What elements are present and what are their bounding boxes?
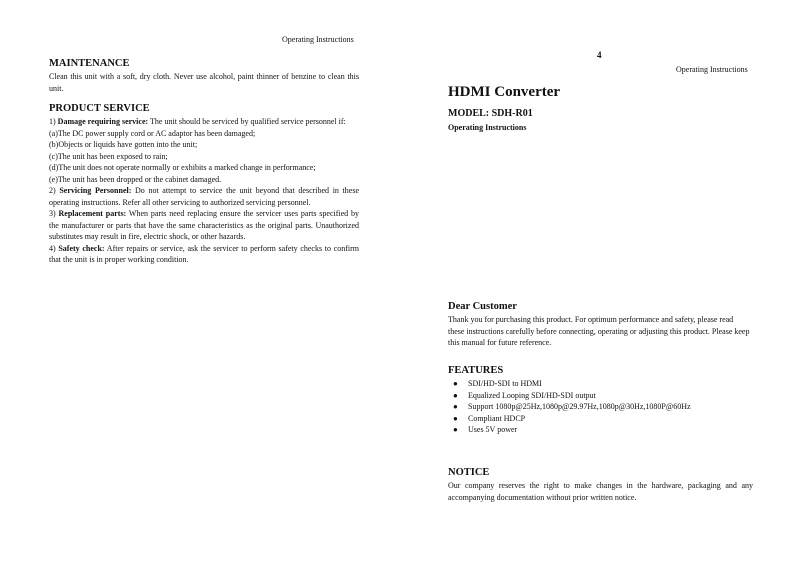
- item-number: 3): [49, 209, 59, 218]
- item-heading: Safety check:: [58, 243, 105, 253]
- page-number: 4: [597, 50, 602, 60]
- feature-text: Uses 5V power: [468, 425, 518, 435]
- service-item-safety: [49, 243, 359, 266]
- item-heading: Servicing Personnel:: [59, 186, 132, 195]
- feature-text: Compliant HDCP: [468, 413, 526, 423]
- damage-condition-e: (e)The unit has been dropped or the cabinet damaged.: [49, 174, 222, 184]
- service-item-damage: [49, 116, 359, 128]
- damage-condition-b: (b)Objects or liquids have gotten into the unit;: [49, 140, 198, 149]
- notice-title: NOTICE: [448, 467, 490, 478]
- features-title: FEATURES: [448, 365, 504, 376]
- bullet-icon: ●: [453, 413, 458, 423]
- item-text: Do not attempt to service the unit beyond that described in these operating instructions. Refer all other servicing to authorized servicing personnel.: [49, 186, 359, 207]
- bullet-icon: ●: [453, 390, 458, 400]
- item-heading: Damage requiring service:: [57, 117, 149, 126]
- right-page-header: Operating Instructions: [676, 65, 748, 74]
- features-list: [448, 378, 691, 436]
- maintenance-title: MAINTENANCE: [49, 58, 130, 69]
- dear-customer-title: Dear Customer: [448, 301, 517, 312]
- damage-condition-c: (c)The unit has been exposed to rain;: [49, 151, 168, 161]
- feature-item: [448, 401, 691, 413]
- damage-condition-a: (a)The DC power supply cord or AC adaptor has been damaged;: [49, 128, 256, 138]
- feature-text: Equalized Looping SDI/HD-SDI output: [468, 390, 596, 400]
- damage-condition-d: (d)The unit does not operate normally or exhibits a marked change in performance;: [49, 163, 316, 172]
- bullet-icon: ●: [453, 379, 458, 388]
- notice-text: Our company reserves the right to make changes in the hardware, packaging and any accompanying documentation without prior written notice.: [448, 481, 753, 502]
- item-text: When parts need replacing ensure the servicer uses parts specified by the manufacturer or parts that have the same characteristics as the original parts. Unauthorized substitutes may result in fire, electric shock, or other hazards.: [49, 209, 360, 241]
- document-subtitle: Operating Instructions: [448, 123, 527, 132]
- item-number: 4): [49, 243, 59, 253]
- feature-item: [448, 390, 691, 402]
- feature-item: [448, 378, 691, 390]
- model-number: MODEL: SDH-R01: [448, 108, 533, 119]
- service-item-personnel: [49, 185, 359, 208]
- maintenance-text: Clean this unit with a soft, dry cloth. Never use alcohol, paint thinner of benzine to clean this unit.: [49, 72, 359, 93]
- product-service-title: PRODUCT SERVICE: [49, 103, 150, 114]
- left-page-header: Operating Instructions: [282, 35, 354, 44]
- dear-customer-text: Thank you for purchasing this product. For optimum performance and safety, please read these instructions carefully before connecting, operating or adjusting this product. Please keep this manual for future reference.: [448, 315, 750, 347]
- feature-item: [448, 413, 691, 425]
- document-title: HDMI Converter: [448, 84, 561, 100]
- item-number: 1): [49, 117, 58, 126]
- item-text: After repairs or service, ask the servicer to perform safety checks to confirm that the unit is in proper working condition.: [49, 243, 359, 264]
- feature-item: [448, 424, 691, 436]
- feature-text: SDI/HD-SDI to HDMI: [468, 379, 542, 388]
- item-heading: Replacement parts:: [58, 209, 127, 218]
- product-service-body: [49, 116, 359, 266]
- bullet-icon: ●: [453, 402, 458, 412]
- service-item-replacement: [49, 208, 359, 243]
- feature-text: Support 1080p@25Hz,1080p@29.97Hz,1080p@30Hz,1080P@60Hz: [468, 402, 691, 412]
- item-number: 2): [49, 186, 60, 195]
- item-text: The unit should be serviced by qualified service personnel if:: [148, 117, 346, 126]
- bullet-icon: ●: [453, 425, 458, 435]
